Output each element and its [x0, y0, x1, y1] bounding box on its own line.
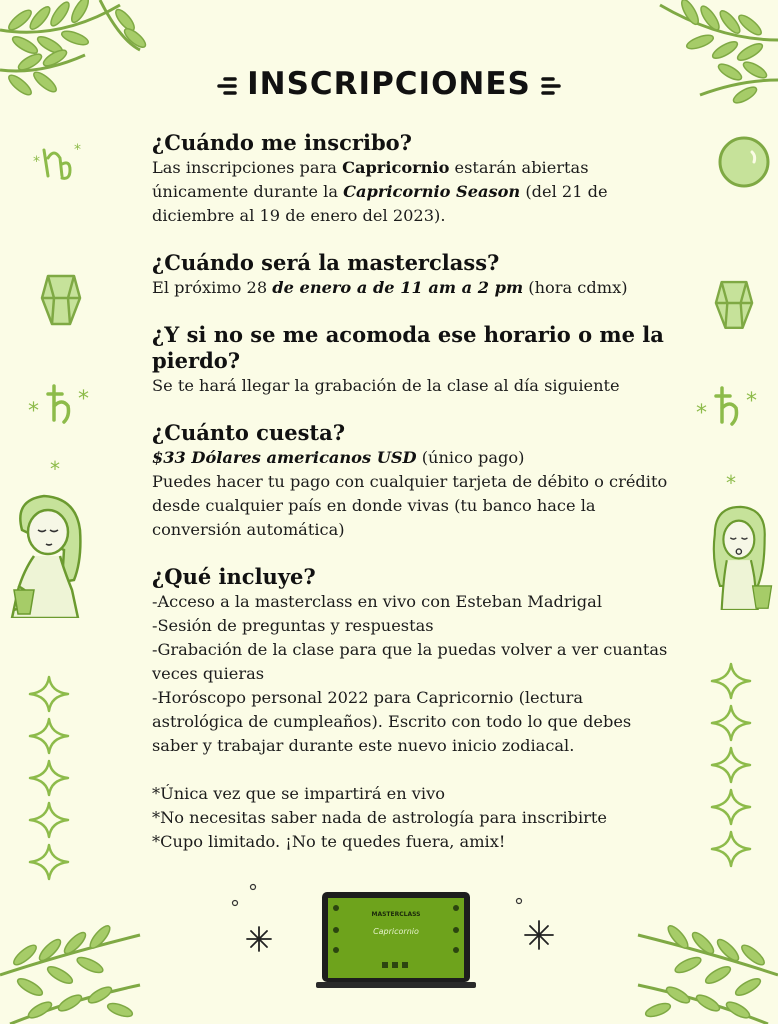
sparkle-icon: [48, 458, 68, 478]
bold-italic-span: $33 Dólares americanos USD: [152, 448, 417, 467]
svg-text:*: *: [726, 472, 736, 492]
svg-text:*: *: [33, 154, 40, 170]
bold-span: Capricornio: [342, 158, 450, 177]
text-span: Las inscripciones para: [152, 158, 343, 177]
section-text: Se te hará llegar la grabación de la clase al día siguiente: [152, 376, 620, 395]
svg-text:*: *: [50, 458, 60, 478]
note-item: *No necesitas saber nada de astrología para inscribirte: [152, 808, 608, 827]
text-span: El próximo 28: [152, 278, 273, 297]
sparkle-icon: [230, 898, 240, 908]
decorative-dash-icon: [539, 75, 561, 97]
section-question: ¿Cuándo será la masterclass?: [152, 250, 500, 275]
section-text: Puedes hacer tu pago con cualquier tarjeta de débito o crédito desde cualquier país en donde vivas (tu banco hace la conversión automática): [152, 472, 668, 539]
section-price: [152, 420, 672, 542]
section-text: [152, 156, 672, 228]
page-title: [0, 66, 778, 102]
content-column: [152, 130, 672, 876]
sparkle-icon: [514, 896, 524, 906]
svg-text:*: *: [78, 387, 89, 412]
capricorn-glyph-icon: [30, 138, 85, 186]
svg-text:*: *: [28, 399, 39, 424]
saturn-glyph-icon: [696, 382, 764, 432]
crystal-icon: [40, 268, 82, 328]
decorative-dash-icon: [217, 75, 239, 97]
goddess-portrait-icon: [700, 500, 776, 610]
laptop-screen-title: MASTERCLASS: [371, 911, 421, 918]
list-item: -Sesión de preguntas y respuestas: [152, 616, 434, 635]
laptop-screen-subtitle: Capricornio: [373, 927, 419, 936]
svg-text:*: *: [746, 389, 757, 414]
bold-italic-span: Capricornio Season: [343, 182, 521, 201]
section-question: ¿Y si no se me acomoda ese horario o me la pierdo?: [152, 322, 664, 373]
section-question: ¿Cuándo me inscribo?: [152, 130, 412, 155]
sparkle-icon: [522, 918, 556, 952]
sparkle-icon: [244, 924, 274, 954]
svg-text:*: *: [74, 142, 81, 158]
section-text: [152, 446, 672, 470]
text-span: (hora cdmx): [523, 278, 628, 297]
section-question: ¿Qué incluye?: [152, 564, 316, 589]
list-item: -Acceso a la masterclass en vivo con Esteban Madrigal: [152, 592, 603, 611]
text-span: (del 21 de diciembre al 19 de enero del 2023).: [152, 182, 608, 225]
title-text: INSCRIPCIONES: [247, 66, 531, 102]
sparkle-icon: [710, 662, 752, 872]
spacer: [152, 758, 672, 782]
section-masterclass-date: [152, 250, 672, 300]
list-item: -Grabación de la clase para que la puedas volver a ver cuantas veces quieras: [152, 640, 668, 683]
crystal-icon: [714, 274, 754, 332]
fern-leaf-icon: [0, 915, 150, 1024]
section-question: ¿Cuánto cuesta?: [152, 420, 346, 445]
section-missed-schedule: [152, 322, 672, 398]
section-when-register: [152, 130, 672, 228]
fern-leaf-icon: [628, 915, 778, 1024]
list-item: -Horóscopo personal 2022 para Capricornio (lectura astrológica de cumpleaños). Escrito con todo lo que debes saber y trabajar durante este nuevo inicio zodiacal.: [152, 688, 632, 755]
section-includes: [152, 564, 672, 854]
saturn-glyph-icon: [28, 380, 96, 430]
goddess-portrait-icon: [4, 490, 86, 618]
laptop-icon: [316, 890, 476, 990]
svg-text:*: *: [696, 401, 707, 426]
sparkle-icon: [724, 472, 744, 492]
moon-icon: [716, 134, 772, 190]
text-span: (único pago): [416, 448, 525, 467]
bold-italic-span: de enero a de 11 am a 2 pm: [272, 278, 524, 297]
section-text: [152, 276, 672, 300]
sparkle-icon: [28, 675, 70, 885]
note-item: *Única vez que se impartirá en vivo: [152, 784, 446, 803]
text-span: estarán abiertas únicamente durante la: [152, 158, 589, 201]
note-item: *Cupo limitado. ¡No te quedes fuera, amix!: [152, 832, 506, 851]
sparkle-icon: [248, 882, 258, 892]
